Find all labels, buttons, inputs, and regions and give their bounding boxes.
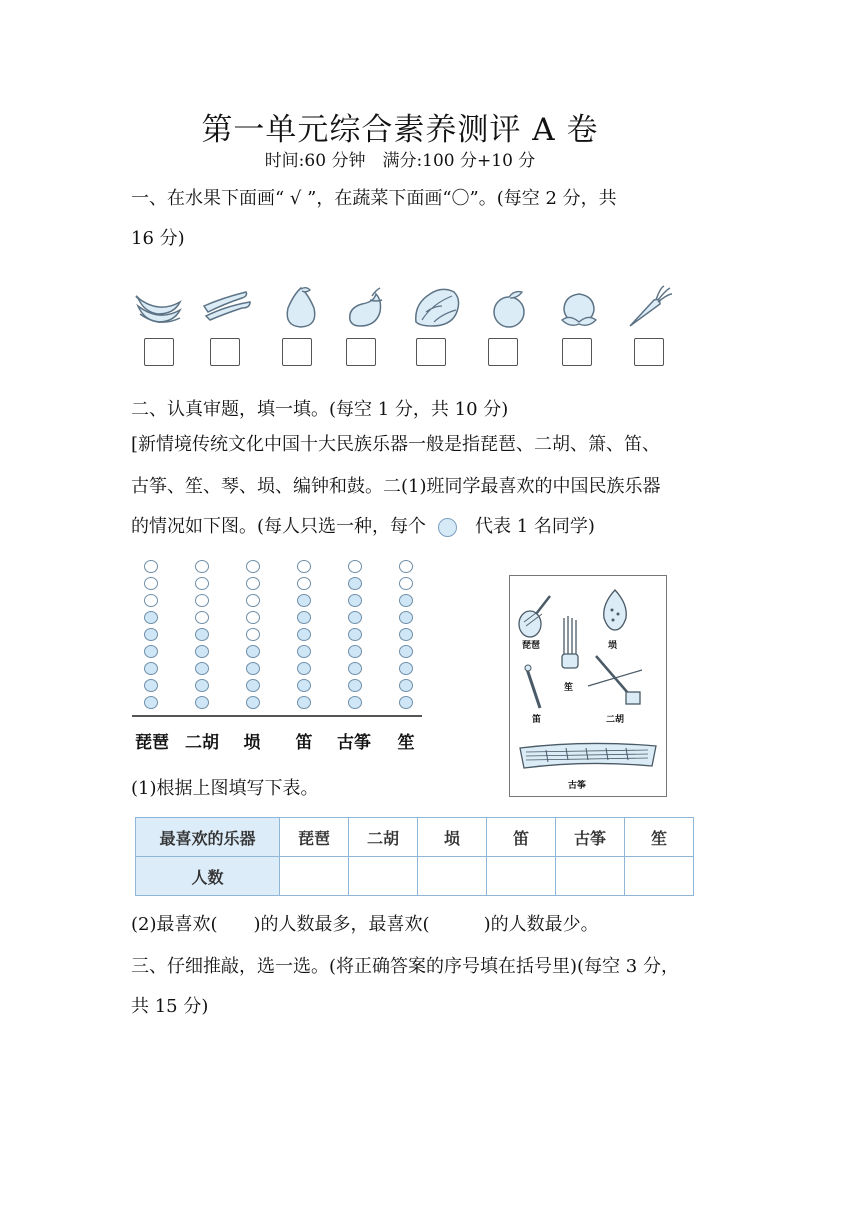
orange-icon bbox=[484, 284, 534, 330]
filled-circle bbox=[297, 662, 311, 675]
filled-circle bbox=[195, 628, 209, 641]
q2-para-3 bbox=[131, 512, 595, 542]
filled-circle bbox=[348, 577, 362, 590]
answer-box-2[interactable] bbox=[210, 338, 240, 366]
filled-circle bbox=[297, 696, 311, 709]
table-col-guzheng: 古筝 bbox=[556, 818, 625, 857]
q2-heading: 二、认真审题，填一填。(每空 1 分，共 10 分) bbox=[131, 399, 509, 420]
filled-circle bbox=[399, 662, 413, 675]
filled-circle bbox=[348, 645, 362, 658]
empty-circle bbox=[246, 577, 260, 590]
filled-circle bbox=[348, 594, 362, 607]
pomelo-icon bbox=[276, 284, 326, 330]
panel-label-sheng: 笙 bbox=[564, 683, 574, 693]
empty-circle bbox=[297, 577, 311, 590]
q1-heading: 一、在水果下面画“ √ ”，在蔬菜下面画“〇”。(每空 2 分，共 bbox=[131, 188, 617, 209]
pipa-icon bbox=[516, 592, 554, 640]
table-col-sheng: 笙 bbox=[625, 818, 694, 857]
empty-circle bbox=[195, 611, 209, 624]
page-subtitle: 时间:60 分钟 满分:100 分+10 分 bbox=[264, 151, 536, 171]
q2-para-3b: 代表 1 名同学) bbox=[475, 516, 595, 537]
filled-circle bbox=[246, 662, 260, 675]
empty-circle bbox=[195, 560, 209, 573]
panel-label-xun: 埙 bbox=[608, 641, 618, 651]
table-col-di: 笛 bbox=[487, 818, 556, 857]
eggplant-icon bbox=[340, 284, 390, 330]
empty-circle bbox=[246, 594, 260, 607]
panel-label-erhu: 二胡 bbox=[606, 715, 625, 725]
answer-box-4[interactable] bbox=[346, 338, 376, 366]
carrot-icon bbox=[624, 284, 674, 330]
filled-circle bbox=[144, 645, 158, 658]
count-cell-erhu[interactable] bbox=[349, 857, 418, 896]
erhu-icon bbox=[586, 652, 650, 708]
filled-circle bbox=[144, 628, 158, 641]
answer-box-5[interactable] bbox=[416, 338, 446, 366]
panel-label-pipa: 琵琶 bbox=[522, 641, 541, 651]
filled-circle bbox=[297, 628, 311, 641]
filled-circle bbox=[195, 645, 209, 658]
filled-circle bbox=[144, 662, 158, 675]
count-cell-pipa[interactable] bbox=[280, 857, 349, 896]
filled-circle bbox=[348, 662, 362, 675]
panel-label-di: 笛 bbox=[532, 715, 542, 725]
filled-circle bbox=[297, 645, 311, 658]
empty-circle bbox=[399, 560, 413, 573]
filled-circle bbox=[399, 645, 413, 658]
filled-circle bbox=[246, 645, 260, 658]
table-col-erhu: 二胡 bbox=[349, 818, 418, 857]
instrument-panel bbox=[509, 575, 667, 797]
q3-heading-cont: 共 15 分) bbox=[131, 996, 209, 1017]
instrument-pictograph bbox=[132, 562, 424, 757]
answer-box-1[interactable] bbox=[144, 338, 174, 366]
cabbage-icon bbox=[412, 284, 462, 330]
table-row-label: 人数 bbox=[136, 857, 280, 896]
filled-circle bbox=[399, 679, 413, 692]
empty-circle bbox=[144, 594, 158, 607]
answer-box-7[interactable] bbox=[562, 338, 592, 366]
empty-circle bbox=[246, 611, 260, 624]
table-header-row bbox=[136, 818, 694, 857]
table-header-label: 最喜欢的乐器 bbox=[136, 818, 280, 857]
produce-row bbox=[130, 284, 690, 374]
q2-sub2: (2)最喜欢( )的人数最多，最喜欢( )的人数最少。 bbox=[131, 914, 599, 935]
filled-circle bbox=[399, 594, 413, 607]
filled-circle bbox=[144, 611, 158, 624]
panel-label-guzheng: 古筝 bbox=[568, 781, 587, 791]
empty-circle bbox=[195, 577, 209, 590]
filled-circle bbox=[246, 696, 260, 709]
chart-label-sheng: 笙 bbox=[397, 733, 415, 753]
filled-circle bbox=[144, 679, 158, 692]
filled-circle bbox=[399, 611, 413, 624]
chart-label-xun: 埙 bbox=[243, 733, 261, 753]
q2-para-1: [新情境传统文化中国十大民族乐器一般是指琵琶、二胡、箫、笛、 bbox=[131, 434, 661, 455]
count-cell-sheng[interactable] bbox=[625, 857, 694, 896]
filled-circle bbox=[348, 611, 362, 624]
page-title: 第一单元综合素养测评 A 卷 bbox=[201, 112, 599, 148]
table-col-xun: 埙 bbox=[418, 818, 487, 857]
peach-icon bbox=[554, 284, 604, 330]
circle-legend-icon bbox=[438, 518, 457, 537]
q1-heading-cont: 16 分) bbox=[131, 228, 185, 249]
filled-circle bbox=[144, 696, 158, 709]
count-cell-di[interactable] bbox=[487, 857, 556, 896]
q2-para-3a: 的情况如下图。(每人只选一种，每个 bbox=[131, 516, 427, 537]
empty-circle bbox=[195, 594, 209, 607]
sheng-icon bbox=[560, 616, 582, 676]
instrument-count-table bbox=[135, 817, 694, 896]
filled-circle bbox=[348, 679, 362, 692]
filled-circle bbox=[195, 679, 209, 692]
empty-circle bbox=[246, 628, 260, 641]
empty-circle bbox=[297, 560, 311, 573]
filled-circle bbox=[348, 628, 362, 641]
empty-circle bbox=[144, 577, 158, 590]
filled-circle bbox=[348, 696, 362, 709]
filled-circle bbox=[297, 594, 311, 607]
filled-circle bbox=[246, 679, 260, 692]
chart-label-di: 笛 bbox=[295, 733, 313, 753]
q2-sub1: (1)根据上图填写下表。 bbox=[131, 778, 319, 799]
filled-circle bbox=[195, 662, 209, 675]
chart-label-erhu: 二胡 bbox=[185, 733, 219, 753]
answer-box-6[interactable] bbox=[488, 338, 518, 366]
chart-label-pipa: 琵琶 bbox=[135, 733, 169, 753]
filled-circle bbox=[399, 628, 413, 641]
empty-circle bbox=[399, 577, 413, 590]
banana-icon bbox=[134, 284, 184, 330]
filled-circle bbox=[297, 679, 311, 692]
filled-circle bbox=[195, 696, 209, 709]
filled-circle bbox=[297, 611, 311, 624]
chart-baseline bbox=[132, 715, 422, 717]
empty-circle bbox=[348, 560, 362, 573]
count-cell-xun[interactable] bbox=[418, 857, 487, 896]
empty-circle bbox=[144, 560, 158, 573]
empty-circle bbox=[246, 560, 260, 573]
q3-heading: 三、仔细推敲，选一选。(将正确答案的序号填在括号里)(每空 3 分， bbox=[131, 956, 679, 977]
guzheng-icon bbox=[516, 738, 660, 772]
table-row bbox=[136, 857, 694, 896]
answer-box-3[interactable] bbox=[282, 338, 312, 366]
q2-para-2: 古筝、笙、琴、埙、编钟和鼓。二(1)班同学最喜欢的中国民族乐器 bbox=[131, 476, 661, 497]
filled-circle bbox=[399, 696, 413, 709]
xun-icon bbox=[600, 588, 630, 632]
count-cell-guzheng[interactable] bbox=[556, 857, 625, 896]
answer-box-8[interactable] bbox=[634, 338, 664, 366]
dizi-icon bbox=[518, 662, 548, 712]
table-col-pipa: 琵琶 bbox=[280, 818, 349, 857]
chart-label-guzheng: 古筝 bbox=[337, 733, 371, 753]
green-bean-icon bbox=[202, 284, 252, 330]
